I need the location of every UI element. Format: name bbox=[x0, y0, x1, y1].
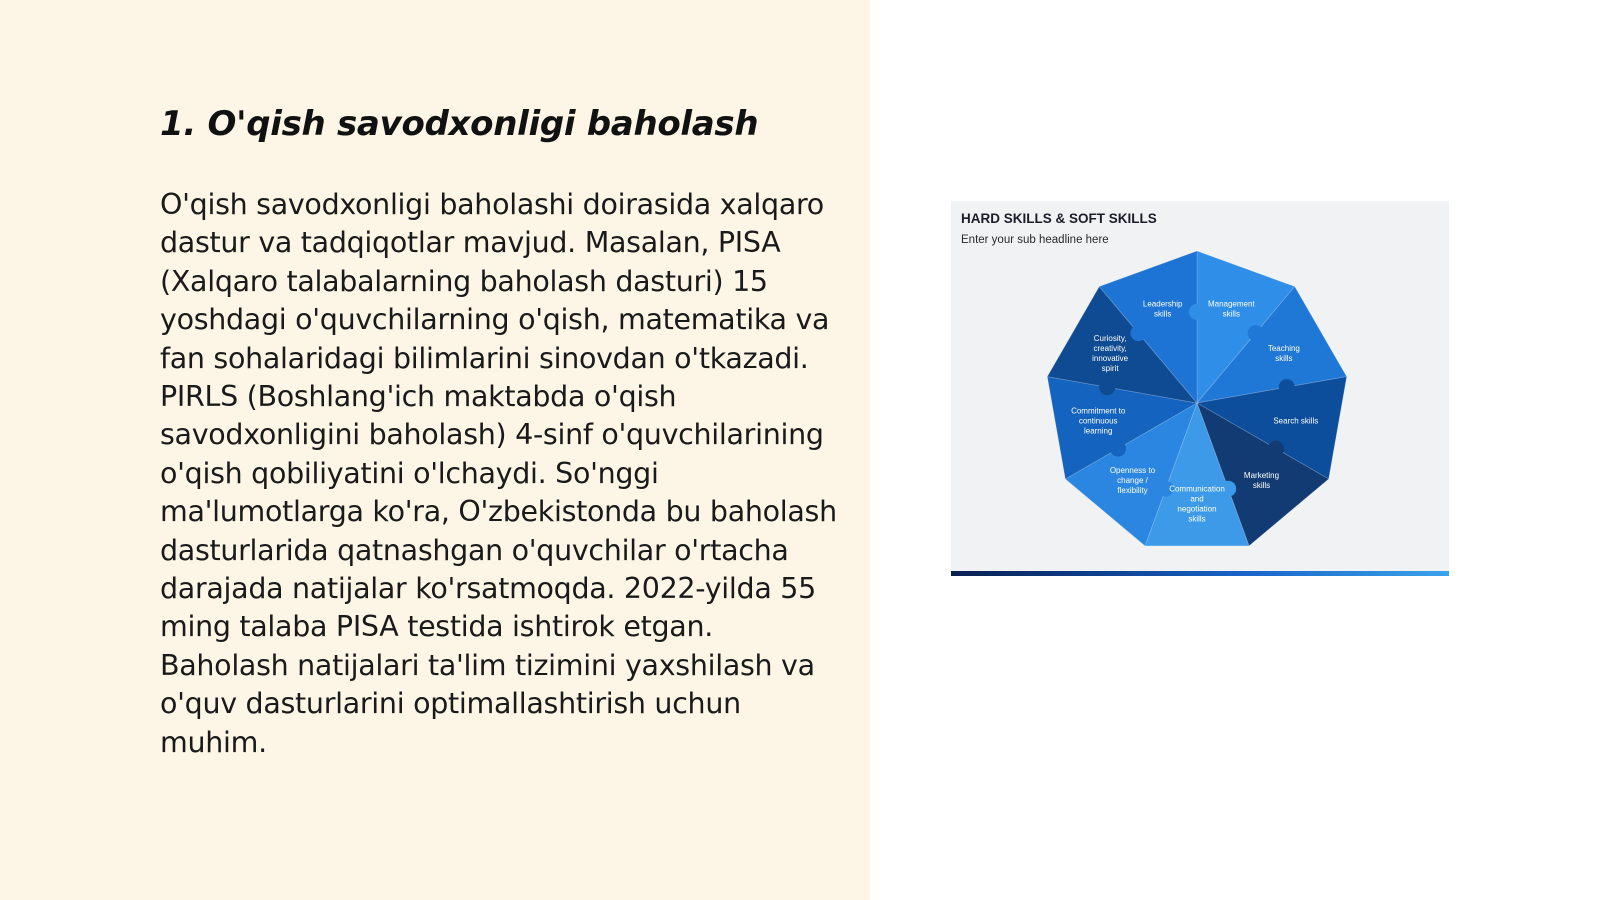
diagram-segment-label: Marketing skills bbox=[1243, 470, 1280, 490]
slide-title: 1. O'qish savodxonligi baholash bbox=[160, 104, 759, 144]
nonagon-diagram bbox=[951, 201, 1449, 576]
diagram-segment-label: Commitment to continuous learning bbox=[1071, 406, 1126, 436]
figure-title: HARD SKILLS & SOFT SKILLS bbox=[961, 211, 1157, 226]
diagram-segment-label: Communication and negotiation skills bbox=[1169, 484, 1225, 524]
puzzle-knob bbox=[1268, 441, 1284, 457]
figure-subtitle: Enter your sub headline here bbox=[961, 234, 1109, 246]
puzzle-knob bbox=[1110, 441, 1126, 457]
puzzle-knob bbox=[1248, 325, 1264, 341]
skills-infographic bbox=[951, 201, 1449, 576]
diagram-segment-label: Openness to change / flexibility bbox=[1109, 465, 1156, 495]
slide-body-text: O'qish savodxonligi baholashi doirasida xalqaro dastur va tadqiqotlar mavjud. Masalan, PISA (Xalqaro talabalarning baholash dasturi) 15 yoshdagi o'quvchilarning o'qish, matematika va fan sohalaridagi bilimlarini sinovdan o'tkazadi. PIRLS (Boshlang'ich maktabda o'qish savodxonligini baholash) 4-sinf o'quvchilarining o'qish qobiliyatini o'lchaydi. So'nggi ma'lumotlarga ko'ra, O'zbekistonda bu baholash dasturlarida qatnashgan o'quvchilar o'rtacha darajada natijalar ko'rsatmoqda. 2022-yilda 55 ming talaba PISA testida ishtirok etgan. Baholash natijalari ta'lim tizimini yaxshilash va o'quv dasturlarini optimallashtirish uchun muhim. bbox=[160, 188, 837, 759]
puzzle-knob bbox=[1279, 379, 1295, 395]
puzzle-knob bbox=[1099, 379, 1115, 395]
diagram-segment-label: Leadership skills bbox=[1142, 299, 1183, 319]
puzzle-knob bbox=[1130, 325, 1146, 341]
figure-bottom-bar bbox=[951, 571, 1449, 576]
diagram-segment-label: Curiosity, creativity, innovative spirit bbox=[1092, 333, 1129, 373]
puzzle-knob bbox=[1189, 304, 1205, 320]
diagram-segment-label: Teaching skills bbox=[1267, 343, 1300, 363]
diagram-segment-label: Search skills bbox=[1273, 416, 1319, 426]
diagram-segment-label: Management skills bbox=[1207, 299, 1255, 319]
